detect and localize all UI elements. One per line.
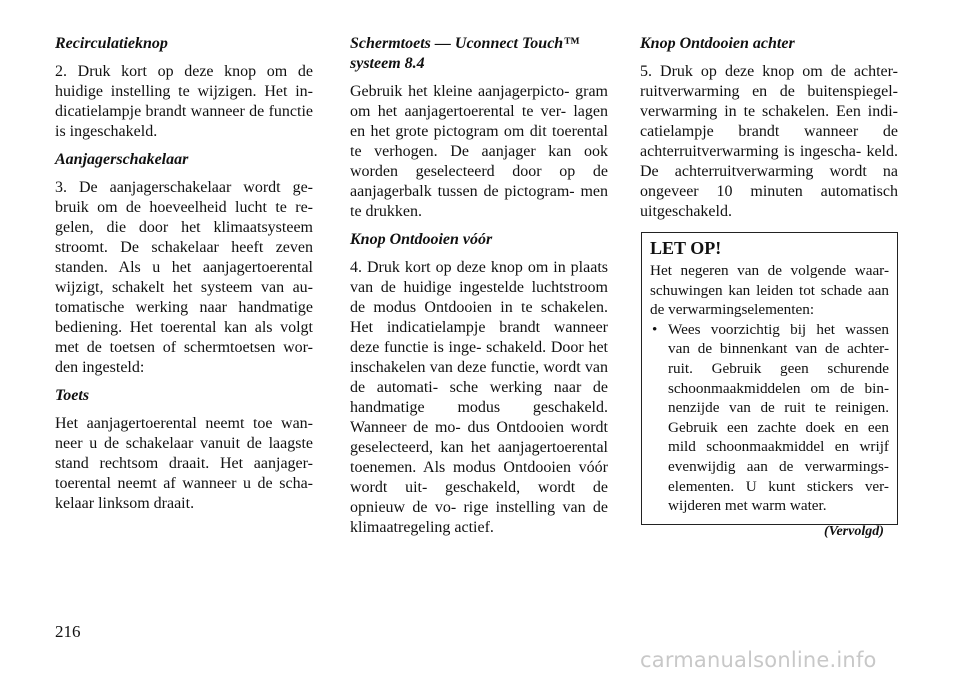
column-middle: [350, 34, 608, 546]
heading-front-defrost: Knop Ontdooien vóór: [350, 231, 493, 248]
paragraph-recirculation: 2. Druk kort op deze knop om de huidige instelling te wijzigen. Het in- dicatielampje brandt wanneer de functie is ingeschakeld.: [55, 63, 313, 140]
heading-fan-switch: Aanjagerschakelaar: [55, 151, 189, 168]
paragraph-fan-switch: 3. De aanjagerschakelaar wordt ge- bruik om de hoeveelheid lucht te re- gelen, die door het klimaatsysteem stroomt. De schakelaar heeft zeven standen. Als u het aanjagertoerental wijzigt, schakelt het systeem van au- tomatische werking naar handmatige bediening. Het toerental kan als volgt met de toetsen of schermtoetsen wor- den ingesteld:: [55, 179, 313, 376]
warning-box: [641, 232, 898, 525]
heading-key: Toets: [55, 387, 90, 404]
heading-touchscreen: Schermtoets — Uconnect Touch™ systeem 8.4: [350, 35, 580, 72]
paragraph-key: Het aanjagertoerental neemt toe wan- neer u de schakelaar vanuit de laagste stand rechtsom draait. Het aanjager- toerental neemt af wanneer u de scha- kelaar linksom draait.: [55, 415, 313, 512]
heading-recirculation: Recirculatieknop: [55, 35, 168, 52]
watermark: carmanualsonline.info: [640, 648, 877, 672]
continued-label: (Vervolgd): [824, 524, 884, 539]
heading-rear-defrost: Knop Ontdooien achter: [640, 35, 795, 52]
paragraph-touchscreen: Gebruik het kleine aanjagerpicto- gram om het aanjagertoerental te ver- lagen en het grote pictogram om dit toerental te verhogen. De aanjager kan ook worden geselecteerd door op de aanjagerbalk tussen de pictogram- men te drukken.: [350, 83, 608, 220]
column-right: [640, 34, 898, 525]
warning-bullet: • Wees voorzichtig bij het wassen van de binnenkant van de achter- ruit. Gebruik geen schurende schoonmaakmiddelen om de bin- nenzijde van de ruit te reinigen. Gebruik een zachte doek en een mild schoonmaakmiddel en wrijf evenwijdig aan de verwarmings- elementen. U kunt stickers ver- wijderen met warm water.: [650, 320, 889, 516]
paragraph-rear-defrost: 5. Druk op deze knop om de achter- ruitverwarming en de buitenspiegel- verwarming in te schakelen. Een indi- catielampje brandt wanneer de achterruitverwarming is ingescha- keld. De achterruitverwarming wordt na ongeveer 10 minuten automatisch uitgeschakeld.: [640, 63, 898, 220]
paragraph-front-defrost: 4. Druk kort op deze knop om in plaats van de huidige ingestelde luchtstroom de modus Ontdooien in te schakelen. Het indicatielampje brandt wanneer deze functie is inge- schakeld. Door het inschakelen van deze functie, wordt van de automati- sche werking naar de handmatige modus geschakeld. Wanneer de mo- dus Ontdooien wordt geselecteerd, kan het aanjagertoerental toenemen. Als modus Ontdooien vóór wordt uit- geschakeld, wordt de opnieuw de vo- rige instelling van de klimaatregeling actief.: [350, 259, 608, 536]
warning-title: LET OP!: [650, 238, 722, 258]
column-left: [55, 34, 313, 522]
warning-intro: Het negeren van de volgende waar- schuwingen kan leiden tot schade aan de verwarmingselementen:: [650, 262, 889, 319]
page-number: 216: [55, 622, 81, 641]
warning-list: [650, 320, 889, 516]
